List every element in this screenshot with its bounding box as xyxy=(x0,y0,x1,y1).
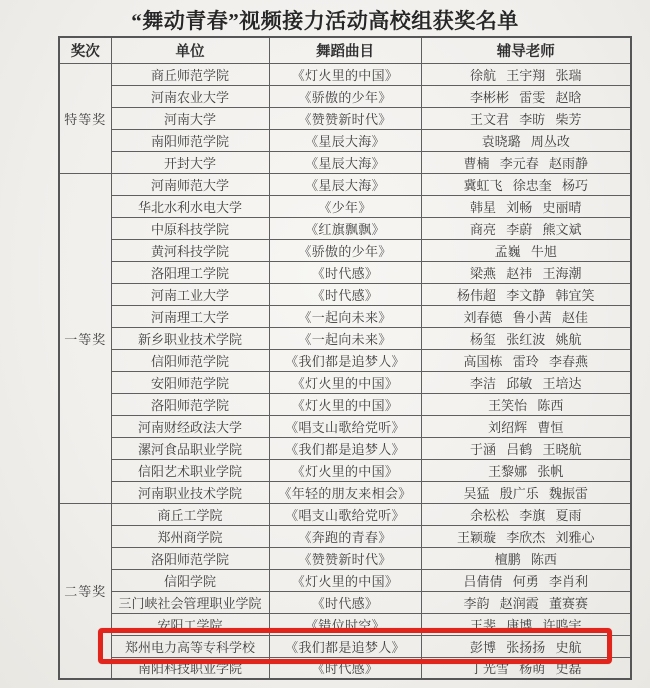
dance-title-cell: 《我们都是追梦人》 xyxy=(269,635,421,657)
teachers-cell: 韩星 刘畅 史丽晴 xyxy=(421,195,631,217)
table-row xyxy=(59,371,631,393)
unit-cell: 安阳工学院 xyxy=(111,613,269,635)
teachers-cell: 余松松 李旗 夏雨 xyxy=(421,503,631,525)
unit-cell: 新乡职业技术学院 xyxy=(111,327,269,349)
teachers-cell: 王斐 康博 许鸣宇 xyxy=(421,613,631,635)
unit-cell: 河南职业技术学院 xyxy=(111,481,269,503)
table-row xyxy=(59,173,631,195)
table-row xyxy=(59,85,631,107)
dance-title-cell: 《一起向未来》 xyxy=(269,305,421,327)
dance-title-cell: 《时代感》 xyxy=(269,283,421,305)
header-row xyxy=(59,37,631,63)
award-level-cell: 一等奖 xyxy=(59,173,111,503)
table-row xyxy=(59,261,631,283)
teachers-cell: 吕倩倩 何勇 李肖利 xyxy=(421,569,631,591)
teachers-cell: 杨玺 张红波 姚航 xyxy=(421,327,631,349)
dance-title-cell: 《灯火里的中国》 xyxy=(269,569,421,591)
table-row xyxy=(59,305,631,327)
unit-cell: 开封大学 xyxy=(111,151,269,173)
teachers-cell: 丁光雪 杨萌 史磊 xyxy=(421,657,631,679)
teachers-cell: 刘春德 鲁小茜 赵佳 xyxy=(421,305,631,327)
dance-title-cell: 《星辰大海》 xyxy=(269,173,421,195)
teachers-cell: 李彬彬 雷雯 赵晗 xyxy=(421,85,631,107)
teachers-cell: 冀虹飞 徐忠奎 杨巧 xyxy=(421,173,631,195)
unit-cell: 信阳师范学院 xyxy=(111,349,269,371)
dance-title-cell: 《赞赞新时代》 xyxy=(269,547,421,569)
dance-title-cell: 《时代感》 xyxy=(269,657,421,679)
teachers-cell: 刘绍辉 曹恒 xyxy=(421,415,631,437)
table-row xyxy=(59,525,631,547)
dance-title-cell: 《星辰大海》 xyxy=(269,129,421,151)
teachers-cell: 彭博 张扬扬 史航 xyxy=(421,635,631,657)
unit-cell: 河南农业大学 xyxy=(111,85,269,107)
unit-cell: 河南大学 xyxy=(111,107,269,129)
table-row xyxy=(59,107,631,129)
award-level-cell: 二等奖 xyxy=(59,503,111,679)
table-row xyxy=(59,547,631,569)
unit-cell: 中原科技学院 xyxy=(111,217,269,239)
award-level-cell: 特等奖 xyxy=(59,63,111,173)
teachers-cell: 吴猛 殷广乐 魏振雷 xyxy=(421,481,631,503)
unit-cell: 南阳科技职业学院 xyxy=(111,657,269,679)
teachers-cell: 王笑怡 陈西 xyxy=(421,393,631,415)
teachers-cell: 高国栋 雷玲 李春燕 xyxy=(421,349,631,371)
dance-title-cell: 《星辰大海》 xyxy=(269,151,421,173)
table-row xyxy=(59,657,631,679)
unit-cell: 河南财经政法大学 xyxy=(111,415,269,437)
table-row xyxy=(59,591,631,613)
table-row xyxy=(59,195,631,217)
dance-title-cell: 《灯火里的中国》 xyxy=(269,63,421,85)
unit-cell: 洛阳理工学院 xyxy=(111,261,269,283)
dance-title-cell: 《奔跑的青春》 xyxy=(269,525,421,547)
unit-cell: 华北水利水电大学 xyxy=(111,195,269,217)
dance-title-cell: 《灯火里的中国》 xyxy=(269,371,421,393)
table-row xyxy=(59,217,631,239)
unit-cell: 郑州电力高等专科学校 xyxy=(111,635,269,657)
dance-title-cell: 《错位时空》 xyxy=(269,613,421,635)
dance-title-cell: 《唱支山歌给党听》 xyxy=(269,415,421,437)
teachers-cell: 孟巍 牛旭 xyxy=(421,239,631,261)
unit-cell: 漯河食品职业学院 xyxy=(111,437,269,459)
table-row xyxy=(59,349,631,371)
table-row xyxy=(59,437,631,459)
teachers-cell: 梁燕 赵祎 王海潮 xyxy=(421,261,631,283)
teachers-cell: 王颖璇 李欣杰 刘雅心 xyxy=(421,525,631,547)
teachers-cell: 于涵 吕鹤 王晓航 xyxy=(421,437,631,459)
unit-cell: 洛阳师范学院 xyxy=(111,393,269,415)
dance-title-cell: 《我们都是追梦人》 xyxy=(269,349,421,371)
table-header xyxy=(59,37,631,63)
unit-cell: 信阳艺术职业学院 xyxy=(111,459,269,481)
table-row xyxy=(59,481,631,503)
header-award-level: 奖次 xyxy=(59,37,111,63)
dance-title-cell: 《时代感》 xyxy=(269,591,421,613)
header-teachers: 辅导老师 xyxy=(421,37,631,63)
table-row xyxy=(59,569,631,591)
unit-cell: 南阳师范学院 xyxy=(111,129,269,151)
unit-cell: 商丘工学院 xyxy=(111,503,269,525)
dance-title-cell: 《骄傲的少年》 xyxy=(269,239,421,261)
header-dance-title: 舞蹈曲目 xyxy=(269,37,421,63)
unit-cell: 三门峡社会管理职业学院 xyxy=(111,591,269,613)
dance-title-cell: 《灯火里的中国》 xyxy=(269,393,421,415)
dance-title-cell: 《年轻的朋友来相会》 xyxy=(269,481,421,503)
dance-title-cell: 《唱支山歌给党听》 xyxy=(269,503,421,525)
table-row xyxy=(59,415,631,437)
dance-title-cell: 《一起向未来》 xyxy=(269,327,421,349)
teachers-cell: 曹楠 李元春 赵雨静 xyxy=(421,151,631,173)
unit-cell: 河南师范大学 xyxy=(111,173,269,195)
table-row xyxy=(59,129,631,151)
unit-cell: 郑州商学院 xyxy=(111,525,269,547)
dance-title-cell: 《灯火里的中国》 xyxy=(269,459,421,481)
unit-cell: 商丘师范学院 xyxy=(111,63,269,85)
table-row xyxy=(59,151,631,173)
teachers-cell: 檀鹏 陈西 xyxy=(421,547,631,569)
table-row xyxy=(59,393,631,415)
teachers-cell: 杨伟超 李文静 韩宜笑 xyxy=(421,283,631,305)
unit-cell: 河南工业大学 xyxy=(111,283,269,305)
table-row xyxy=(59,239,631,261)
unit-cell: 信阳学院 xyxy=(111,569,269,591)
teachers-cell: 王文君 李昉 柴芳 xyxy=(421,107,631,129)
table-row xyxy=(59,503,631,525)
header-unit: 单位 xyxy=(111,37,269,63)
unit-cell: 洛阳师范学院 xyxy=(111,547,269,569)
table-row xyxy=(59,283,631,305)
dance-title-cell: 《骄傲的少年》 xyxy=(269,85,421,107)
teachers-cell: 徐航 王宇翔 张瑞 xyxy=(421,63,631,85)
unit-cell: 河南理工大学 xyxy=(111,305,269,327)
teachers-cell: 李洁 邱敏 王培达 xyxy=(421,371,631,393)
dance-title-cell: 《我们都是追梦人》 xyxy=(269,437,421,459)
teachers-cell: 李韵 赵润霞 董赛赛 xyxy=(421,591,631,613)
dance-title-cell: 《时代感》 xyxy=(269,261,421,283)
table-row xyxy=(59,63,631,85)
page-title: “舞动青春”视频接力活动高校组获奖名单 xyxy=(131,9,519,33)
dance-title-cell: 《红旗飘飘》 xyxy=(269,217,421,239)
dance-title-cell: 《少年》 xyxy=(269,195,421,217)
teachers-cell: 袁晓璐 周丛改 xyxy=(421,129,631,151)
table-row-highlighted xyxy=(59,635,631,657)
unit-cell: 黄河科技学院 xyxy=(111,239,269,261)
table-row xyxy=(59,613,631,635)
teachers-cell: 商亮 李蔚 熊文斌 xyxy=(421,217,631,239)
unit-cell: 安阳师范学院 xyxy=(111,371,269,393)
dance-title-cell: 《赞赞新时代》 xyxy=(269,107,421,129)
awards-table xyxy=(58,36,632,680)
table-row xyxy=(59,327,631,349)
table-body xyxy=(59,63,631,679)
table-row xyxy=(59,459,631,481)
teachers-cell: 王黎娜 张帆 xyxy=(421,459,631,481)
